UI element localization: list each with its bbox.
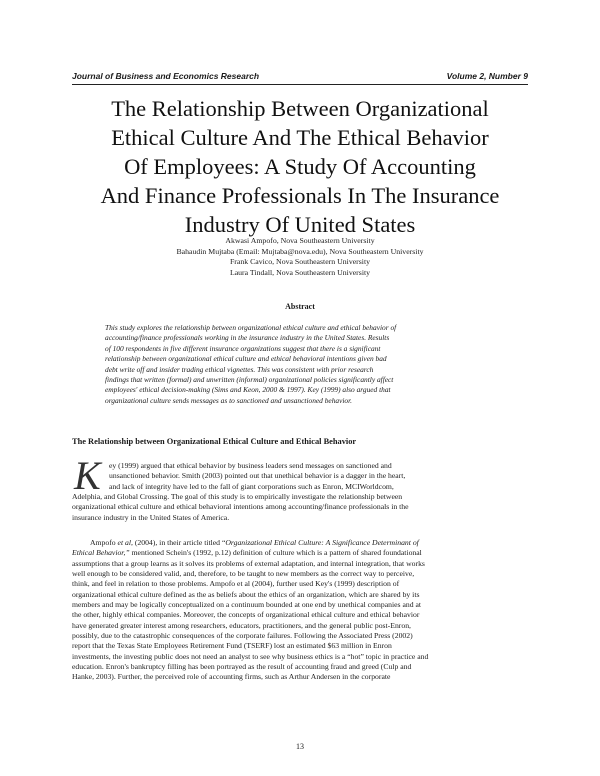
abstract-line: accounting/finance professionals working in the insurance industry in the United States. Results — [105, 333, 390, 343]
paragraph-line: ey (1999) argued that ethical behavior by business leaders send messages on sanctioned and — [109, 461, 392, 470]
title-line: Industry Of United States — [184, 212, 416, 237]
text-span: Ampofo — [90, 538, 118, 547]
title-line: The Relationship Between Organizational — [111, 96, 489, 121]
title-line: Ethical Culture And The Ethical Behavior — [111, 125, 489, 150]
abstract-line: employees' ethical decision-making (Sims and Keon, 2000 & 1997). Key (1999) also argued that — [105, 385, 391, 395]
paper-title — [60, 94, 540, 239]
abstract-line: relationship between organizational ethical culture and ethical behavioral intentions given bad — [105, 354, 387, 364]
paragraph-line — [72, 548, 528, 558]
paragraph-line: Hanke, 2003). Further, the perceived role of accounting firms, such as Arthur Andersen in the corporate — [72, 672, 391, 682]
paragraph-line: have generated greater interest among researchers, educators, practitioners, and the general public post-Enron, — [72, 620, 411, 630]
abstract-line: of 100 respondents in five different insurance organizations suggest that there is a significant — [105, 343, 381, 353]
paragraph-line: organizational ethical culture defined as the as beliefs about the ethics of an organization, which are shared by its — [72, 589, 420, 599]
paragraph-line: insurance industry in the United States of America. — [72, 512, 230, 522]
volume-number: Volume 2, Number 9 — [446, 71, 528, 81]
abstract-line: organizational culture sends messages as to sanctioned and unsanctioned behavior. — [105, 395, 353, 405]
page-number: 13 — [296, 742, 304, 751]
drop-cap: K — [74, 453, 101, 498]
paragraph-line: possibly, due to the catastrophic consequences of the corporate failures. Following the Associated Press (2002) — [72, 631, 413, 641]
abstract-line: This study explores the relationship between organizational ethical culture and ethical behavior of — [105, 323, 397, 332]
paragraph-line: unsanctioned behavior. Smith (2003) pointed out that unethical behavior is a dagger in the heart, — [109, 471, 406, 481]
abstract-text — [105, 323, 495, 406]
abstract-line: debt write off and insider trading ethical vignettes. This was consistent with prior research — [105, 364, 374, 374]
paragraph-line: organizational ethical culture and ethical behavioral intentions among accounting/finance professionals in the — [72, 502, 409, 512]
author: Laura Tindall, Nova Southeastern University — [229, 267, 371, 277]
italic-span: Ethical Behavior,” — [72, 548, 130, 558]
italic-span: et al — [117, 538, 131, 547]
abstract-heading: Abstract — [285, 302, 315, 311]
author: Akwasi Ampofo, Nova Southeastern University — [225, 236, 375, 245]
paragraph-line: members and may be logically conceptualized on a continuum bounded at one end by unethical companies and at — [72, 600, 422, 610]
italic-span: Organizational Ethical Culture: A Significance Determinant of — [225, 538, 419, 547]
title-line: And Finance Professionals In The Insurance — [100, 183, 500, 208]
text-span: mentioned Schein's (1992, p.12) definition of culture which is a pattern of shared foundational — [129, 548, 422, 558]
paragraph-line: education. Enron's bankruptcy filling has been portrayed as the result of accounting fraud and greed (Culp and — [72, 662, 412, 672]
paragraph-1 — [72, 461, 528, 523]
section-heading: The Relationship between Organizational Ethical Culture and Ethical Behavior — [72, 437, 357, 446]
title-line: Of Employees: A Study Of Accounting — [124, 154, 476, 179]
text-span: , (2004), in their article titled “ — [131, 538, 226, 547]
abstract-line: findings that written (formal) and unwritten (informal) organizational policies significantly affect — [105, 375, 394, 385]
running-header — [72, 71, 528, 81]
paragraph-2 — [72, 538, 528, 683]
paragraph-line: investments, the investing public does not need an analyst to see why business ethics is a “hot” topic in practice and — [72, 651, 429, 661]
paragraph-line: and lack of integrity have led to the fall of giant corporations such as Enron, MCIWorldcom, — [109, 481, 394, 491]
author-list — [72, 236, 528, 278]
author: Bahaudin Mujtaba (Email: Mujtaba@nova.edu), Nova Southeastern University — [176, 246, 424, 256]
paragraph-line: the other, highly ethical companies. Moreover, the concepts of organizational ethical culture and ethical behavior — [72, 610, 420, 620]
paragraph-line: think, and feel in relation to those problems. Ampofo et al (2004), further used Key's (1999) description of — [72, 579, 400, 589]
journal-name: Journal of Business and Economics Research — [72, 71, 260, 81]
paragraph-line — [72, 538, 528, 548]
paragraph-line: assumptions that a group learns as it solves its problems of external adaptation, and internal integration, that works — [72, 558, 425, 568]
paragraph-line: report that the Texas State Employees Retirement Fund (TSERF) lost an estimated $63 million in Enron — [72, 641, 392, 651]
header-rule — [72, 84, 528, 85]
paragraph-line: Adelphia, and Global Crossing. The goal of this study is to empirically investigate the relationship between — [72, 492, 403, 502]
paragraph-line: well enough to be considered valid, and, therefore, to be taught to new members as the correct way to perceive, — [72, 569, 415, 579]
author: Frank Cavico, Nova Southeastern University — [229, 257, 371, 266]
